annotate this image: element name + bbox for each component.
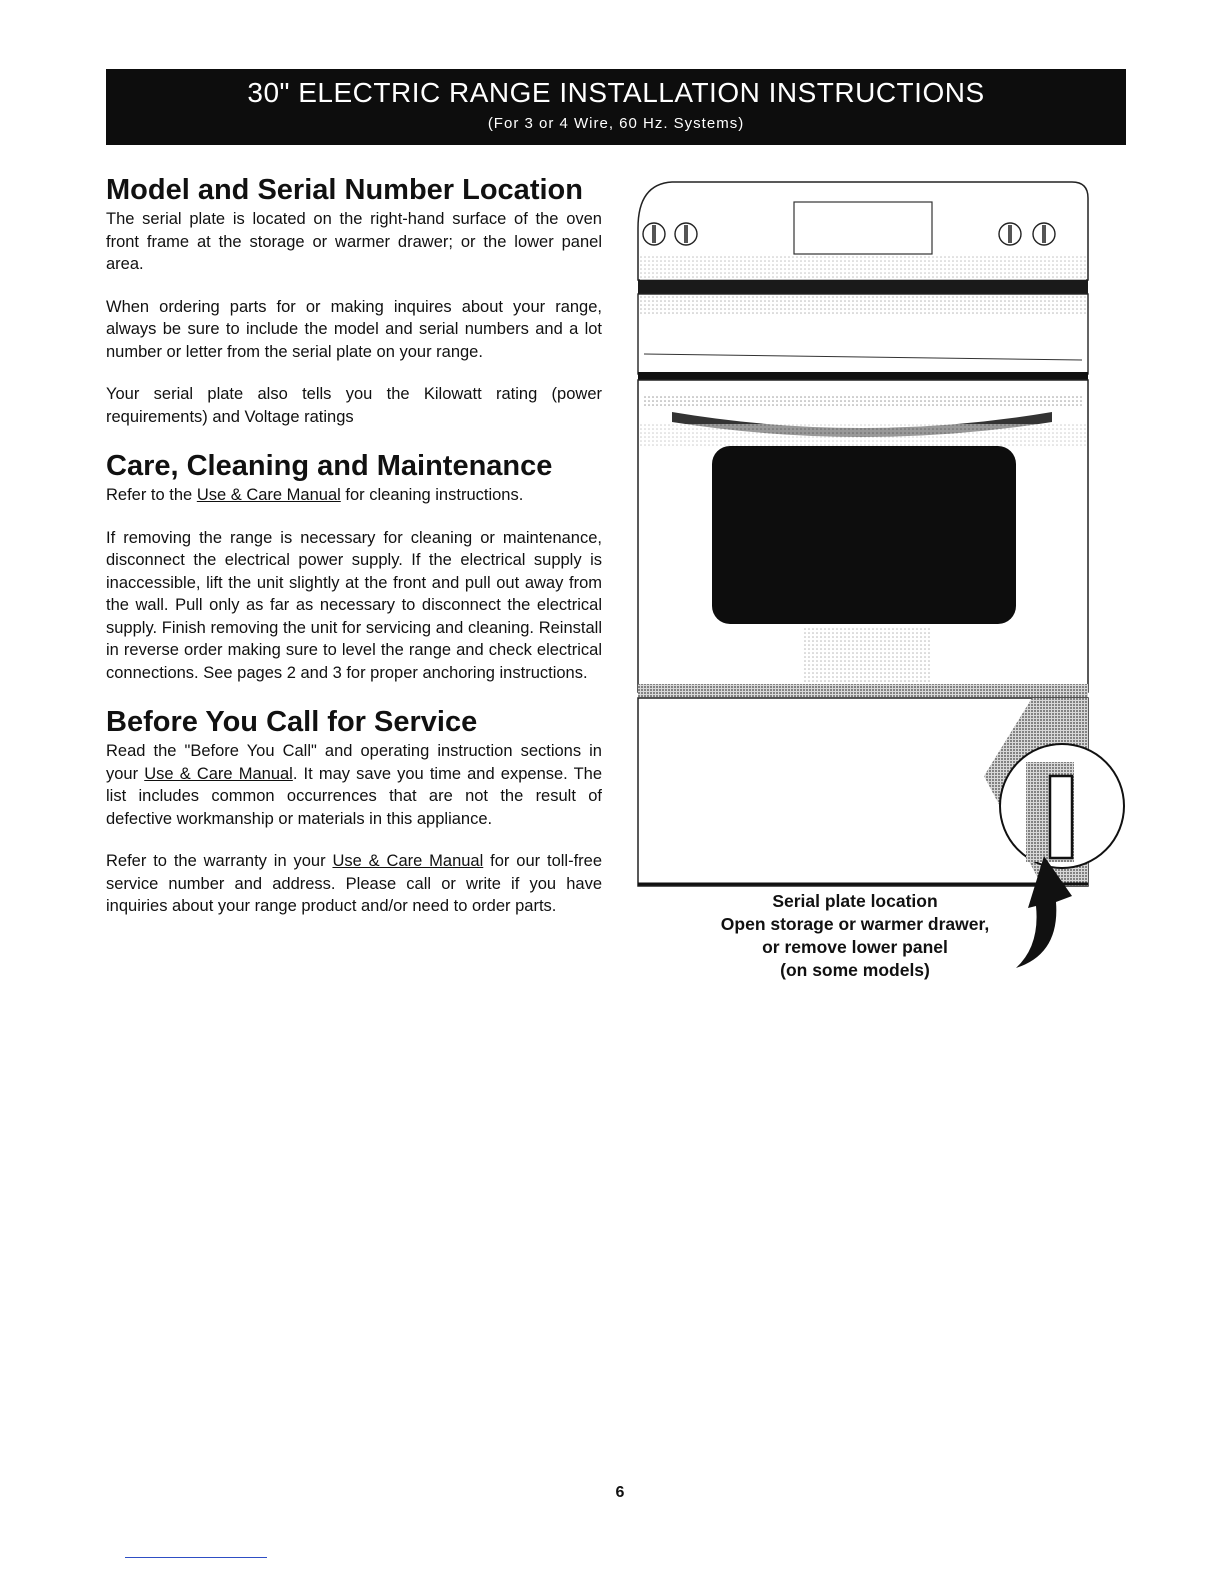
knob-icon [643,223,665,245]
service-paragraph-2 [106,850,602,918]
document-subtitle: (For 3 or 4 Wire, 60 Hz. Systems) [487,115,745,132]
model-serial-heading: Model and Serial Number Location [106,174,583,206]
model-serial-paragraph-1: The serial plate is located on the right-hand surface of the oven front frame at the storage or warmer drawer; or the lower panel area. [106,210,602,273]
use-care-manual-link[interactable]: Use & Care Manual [196,486,341,504]
caption-line: (on some models) [780,960,930,980]
care-paragraph-1 [106,484,602,507]
text-column [106,172,602,918]
care-p1-text: Refer to the [106,486,197,504]
service-p2-text: Refer to the warranty in your [106,852,333,870]
footer-divider [125,1557,267,1558]
document-title: 30" ELECTRIC RANGE INSTALLATION INSTRUCTIONS [247,77,985,108]
control-panel [638,182,1088,280]
oven-door [638,380,1088,698]
care-heading: Care, Cleaning and Maintenance [106,450,553,482]
knob-icon [675,223,697,245]
use-care-manual-link[interactable]: Use & Care Manual [332,852,484,870]
service-paragraph-1 [106,740,602,830]
serial-plate-magnifier [1000,744,1124,868]
service-heading: Before You Call for Service [106,706,478,738]
caption-line: Serial plate location [772,891,938,911]
caption-line: Open storage or warmer drawer, [720,914,990,934]
knob-icon [999,223,1021,245]
care-paragraph-2: If removing the range is necessary for cleaning or maintenance, disconnect the electrical power supply. If the electrical supply is inaccessible, lift the unit slightly at the front and pull out away from the wall. Pull only as far as necessary to disconnect the electrical supply. Finish removing the unit for servicing and cleaning. Reinstall in reverse order making sure to level the range and check electrical connections. See pages 2 and 3 for proper anchoring instructions. [106,528,602,682]
model-serial-paragraph-3: Your serial plate also tells you the Kilowatt rating (power requirements) and Voltage ratings [106,385,602,426]
caption-line: or remove lower panel [762,937,948,957]
model-serial-paragraph-2: When ordering parts for or making inquires about your range, always be sure to include the model and serial numbers and a lot number or letter from the serial plate on your range. [106,297,602,361]
page-number: 6 [615,1484,625,1501]
knob-icon [1033,223,1055,245]
header-banner [106,69,1126,145]
use-care-manual-link[interactable]: Use & Care Manual [144,764,293,783]
service-p2-text-end: for our toll-free service number and address. Please call or write if you have inquiries about your range product and/or need to order parts. [106,852,602,915]
range-illustration [632,176,1132,996]
cooktop [638,280,1088,380]
service-p1-text: Read the "Before You Call" and operating instruction sections in your [106,742,602,783]
service-p1-text-end: . It may save you time and expense. The list includes common occurrences that are not the result of defective workmanship or materials in this appliance. [106,764,603,828]
figure-caption [690,890,1020,982]
care-p1-text-end: for cleaning instructions. [340,486,524,504]
